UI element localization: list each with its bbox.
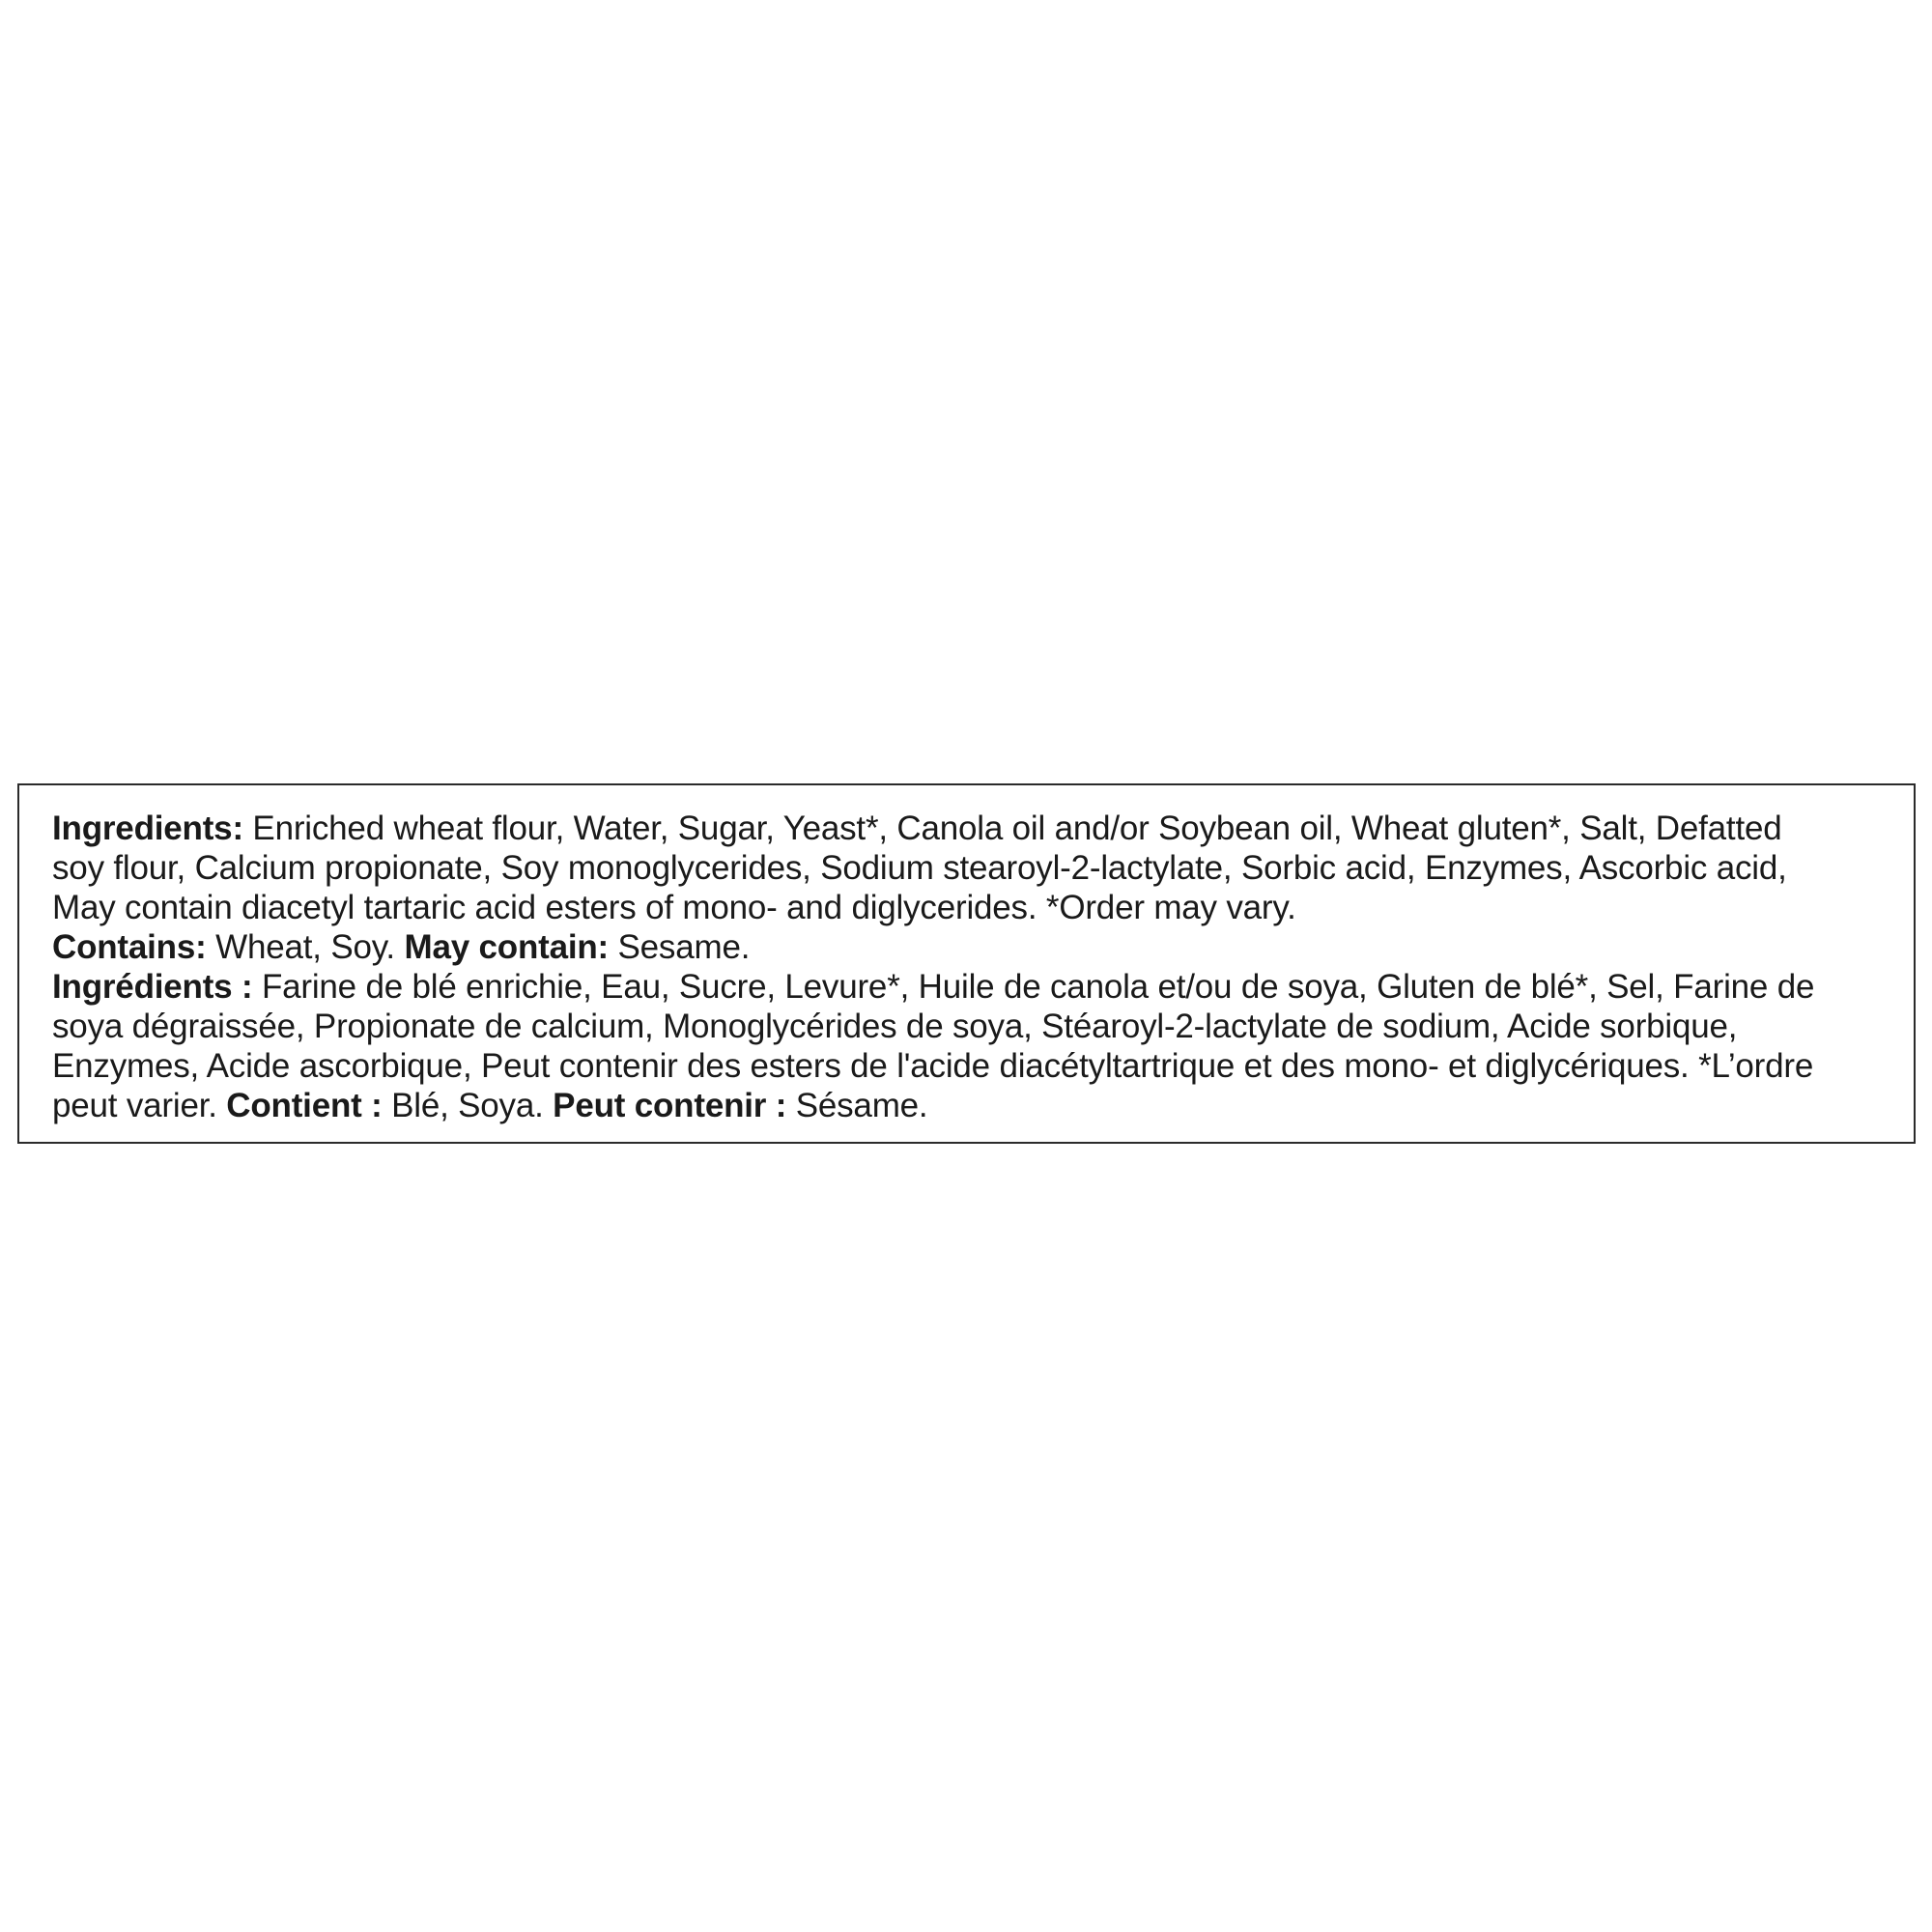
french-contains-text: Blé, Soya.	[382, 1087, 554, 1124]
french-allergens-line	[52, 1086, 1883, 1125]
english-contains-text: Wheat, Soy.	[206, 928, 405, 966]
french-may-contain-text: Sésame.	[786, 1087, 928, 1124]
english-may-contain-heading: May contain:	[404, 928, 609, 966]
french-ingredients-text-4: peut varier.	[52, 1087, 227, 1124]
french-ingredients-text-1: Farine de blé enrichie, Eau, Sucre, Levure*, Huile de canola et/ou de soya, Gluten de blé*, Sel, Farine de	[252, 968, 1815, 1006]
english-ingredients-text-1: Enriched wheat flour, Water, Sugar, Yeast*, Canola oil and/or Soybean oil, Wheat gluten*, Salt, Defatted	[242, 810, 1782, 847]
english-ingredients-line-1	[52, 809, 1883, 848]
english-allergens-line	[52, 927, 1883, 967]
french-may-contain-heading: Peut contenir :	[553, 1087, 787, 1124]
french-ingredients-line-3: Enzymes, Acide ascorbique, Peut contenir des esters de l'acide diacétyltartrique et des mono- et diglycériques. *L’ordre	[52, 1047, 1814, 1085]
french-ingredients-line-1	[52, 967, 1883, 1007]
english-ingredients-line-2: soy flour, Calcium propionate, Soy monoglycerides, Sodium stearoyl-2-lactylate, Sorbic acid, Enzymes, Ascorbic acid,	[52, 849, 1787, 887]
french-ingredients-heading: Ingrédients :	[52, 968, 253, 1006]
french-ingredients-line-2: soya dégraissée, Propionate de calcium, Monoglycérides de soya, Stéaroyl-2-lactylate de sodium, Acide sorbique,	[52, 1008, 1738, 1045]
english-contains-heading: Contains:	[52, 928, 207, 966]
english-may-contain-text: Sesame.	[609, 928, 751, 966]
ingredients-label-box	[17, 783, 1916, 1144]
english-ingredients-line-3: May contain diacetyl tartaric acid esters of mono- and diglycerides. *Order may vary.	[52, 889, 1296, 926]
ingredients-label-text	[52, 809, 1883, 1125]
english-ingredients-heading: Ingredients:	[52, 810, 243, 847]
french-contains-heading: Contient :	[226, 1087, 383, 1124]
